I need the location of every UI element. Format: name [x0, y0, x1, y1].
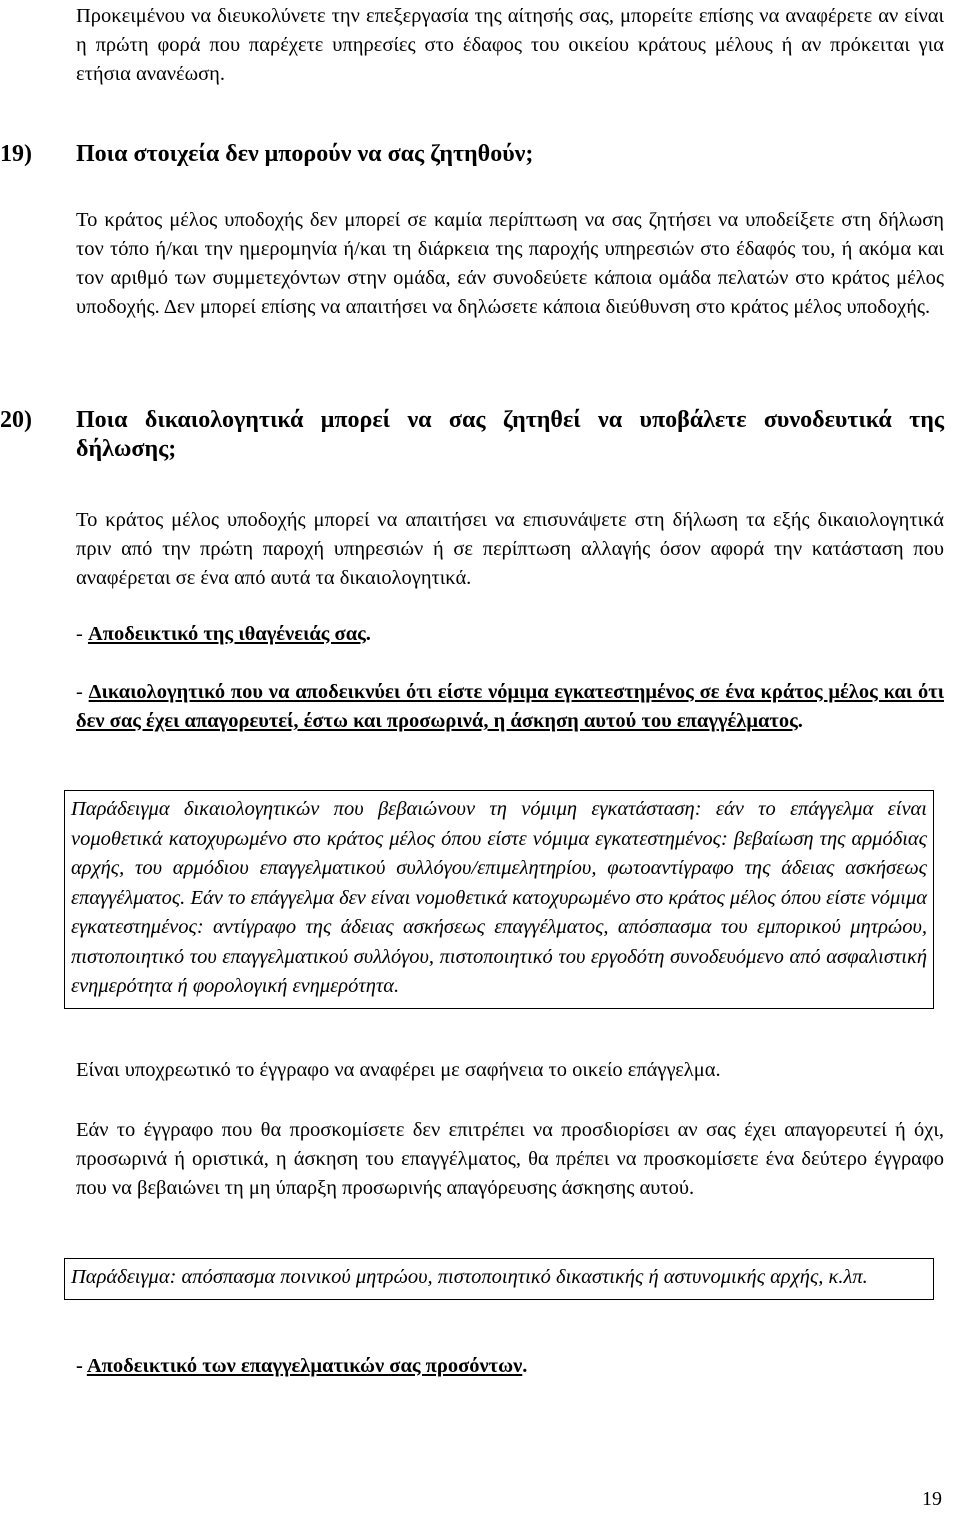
item-dash: - — [76, 1355, 87, 1377]
question-20-title: Ποια δικαιολογητικά μπορεί να σας ζητηθεί να υποβάλετε συνοδευτικά της δήλωσης; — [76, 407, 944, 462]
document-item-nationality — [76, 620, 944, 649]
item-establishment-text: Δικαιολογητικό που να αποδεικνύει ότι είστε νόμιμα εγκατεστημένος σε ένα κράτος μέλος και ότι δεν σας έχει απαγορευτεί, έστω και προσωρινά, η άσκηση αυτού του επαγγέλματος — [76, 681, 945, 732]
question-20-number: 20) — [0, 407, 32, 433]
question-20-body: Το κράτος μέλος υποδοχής μπορεί να απαιτήσει να επισυνάψετε στη δήλωση τα εξής δικαιολογητικά πριν από την πρώτη παροχή υπηρεσιών ή σε περίπτωση αλλαγής όσον αφορά την κατάσταση που αναφέρεται σε ένα από αυτά τα δικαιολογητικά. — [76, 509, 944, 589]
item-qualifications-text: Αποδεικτικό των επαγγελματικών σας προσόντων — [86, 1355, 523, 1377]
document-item-qualifications — [76, 1352, 944, 1381]
document-item-establishment — [76, 678, 944, 736]
question-20-heading — [0, 406, 944, 464]
question-19-heading — [0, 140, 944, 169]
item-dash: - — [76, 681, 89, 703]
item-dash: - — [76, 623, 88, 645]
example-box-records: Παράδειγμα: απόσπασμα ποινικού μητρώου, πιστοποιητικό δικαστικής ή αστυνομικής αρχής, κ.λπ. — [64, 1258, 934, 1300]
item-end: . — [797, 710, 803, 732]
item-end: . — [522, 1355, 528, 1377]
page-number: 19 — [922, 1488, 942, 1510]
example-box-establishment: Παράδειγμα δικαιολογητικών που βεβαιώνουν τη νόμιμη εγκατάσταση: εάν το επάγγελμα είναι νομοθετικά κατοχυρωμένο στο κράτος μέλος όπου είστε νόμιμα εγκατεστημένος: βεβαίωση της αρμόδιας αρχής, του αρμόδιου επαγγελματικού συλλόγου/επιμελητηρίου, φωτοαντίγραφο της άδειας ασκήσεως επαγγέλματος. Εάν το επάγγελμα δεν είναι νομοθετικά κατοχυρωμένο στο κράτος μέλος όπου είστε νόμιμα εγκατεστημένος: αντίγραφο της άδειας ασκήσεως επαγγέλματος, απόσπασμα του εμπορικού μητρώου, πιστοποιητικό του επαγγελματικού συλλόγου, πιστοποιητικό του εργοδότη συνοδευόμενο από ασφαλιστική ενημερότητα ή φορολογική ενημερότητα. — [64, 790, 934, 1009]
note-profession: Είναι υποχρεωτικό το έγγραφο να αναφέρει με σαφήνεια το οικείο επάγγελμα. — [76, 1059, 721, 1081]
note-prohibition: Εάν το έγγραφο που θα προσκομίσετε δεν επιτρέπει να προσδιορίσει αν σας έχει απαγορευτεί ή όχι, προσωρινά ή οριστικά, η άσκηση του επαγγέλματος, θα πρέπει να προσκομίσετε ένα δεύτερο έγγραφο που να βεβαιώνει τη μη ύπαρξη προσωρινής απαγόρευσης άσκησης αυτού. — [76, 1119, 944, 1199]
item-nationality-text: Αποδεικτικό της ιθαγένειάς σας — [87, 623, 366, 645]
intro-paragraph: Προκειμένου να διευκολύνετε την επεξεργασία της αίτησής σας, μπορείτε επίσης να αναφέρετε αν είναι η πρώτη φορά που παρέχετε υπηρεσίες στο έδαφος του οικείου κράτους μέλους ή αν πρόκειται για ετήσια ανανέωση. — [76, 5, 944, 85]
question-19-title: Ποια στοιχεία δεν μπορούν να σας ζητηθούν; — [76, 141, 534, 167]
question-19-number: 19) — [0, 141, 32, 167]
item-end: . — [365, 623, 371, 645]
question-19-body: Το κράτος μέλος υποδοχής δεν μπορεί σε καμία περίπτωση να σας ζητήσει να υποδείξετε στη δήλωση τον τόπο ή/και την ημερομηνία ή/και τη διάρκεια της παροχής υπηρεσιών στο έδαφός του, ή ακόμα και τον αριθμό των συμμετεχόντων στην ομάδα, εάν συνοδεύετε κάποια ομάδα πελατών στο κράτος μέλος υποδοχής. Δεν μπορεί επίσης να απαιτήσει να δηλώσετε κάποια διεύθυνση στο κράτος μέλος υποδοχής. — [76, 209, 944, 318]
